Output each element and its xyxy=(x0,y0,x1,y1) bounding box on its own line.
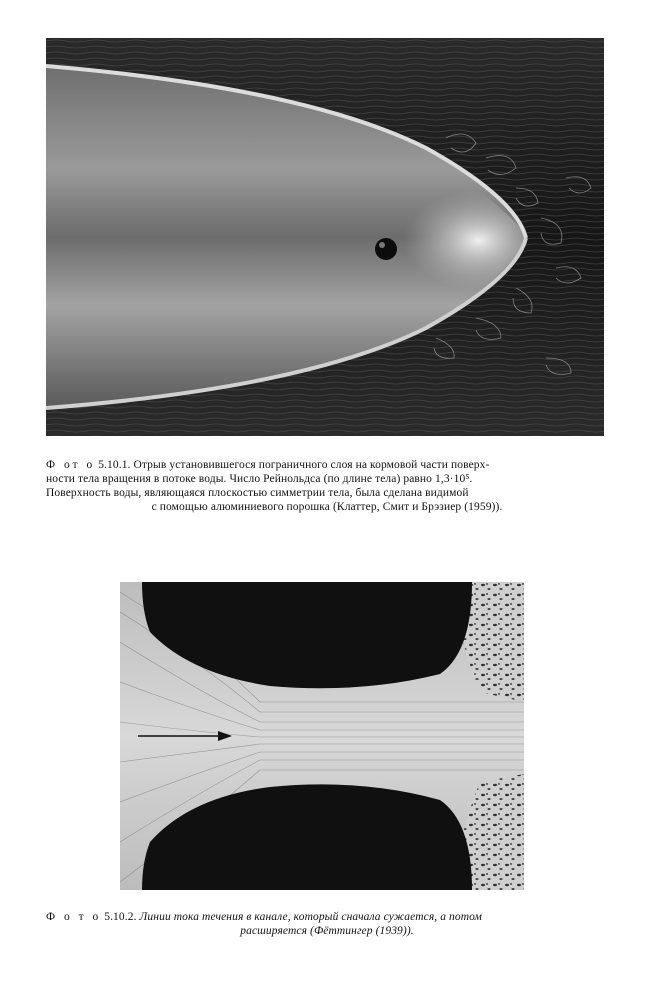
caption-line-1: Отрыв установившегося пограничного слоя на кормовой части поверх- xyxy=(133,459,490,471)
caption-label: Ф от о xyxy=(46,459,96,471)
caption-label: Ф о т о xyxy=(46,911,102,923)
caption-line-3: Поверхность воды, являющаяся плоскостью симметрии тела, была сделана видимой xyxy=(46,487,469,499)
photo-caption-5-10-2 xyxy=(46,910,608,938)
flow-photo-1-image xyxy=(46,38,604,436)
caption-number: 5.10.1. xyxy=(98,459,131,471)
photo-caption-5-10-1 xyxy=(46,458,608,514)
caption-number: 5.10.2. xyxy=(104,911,137,923)
photo-boundary-layer-separation xyxy=(46,38,604,436)
caption-line-2: расширяется (Фёттингер (1939)). xyxy=(240,925,414,937)
photo-channel-streamlines xyxy=(120,582,524,890)
caption-line-4: с помощью алюминиевого порошка (Клаттер, Смит и Брэзиер (1959)). xyxy=(151,501,503,513)
flow-photo-2-image xyxy=(120,582,524,890)
caption-line-1: Линии тока течения в канале, который сначала сужается, а потом xyxy=(139,911,482,923)
caption-line-2: ности тела вращения в потоке воды. Число Рейнольдса (по длине тела) равно 1,3·10⁵. xyxy=(46,473,473,485)
